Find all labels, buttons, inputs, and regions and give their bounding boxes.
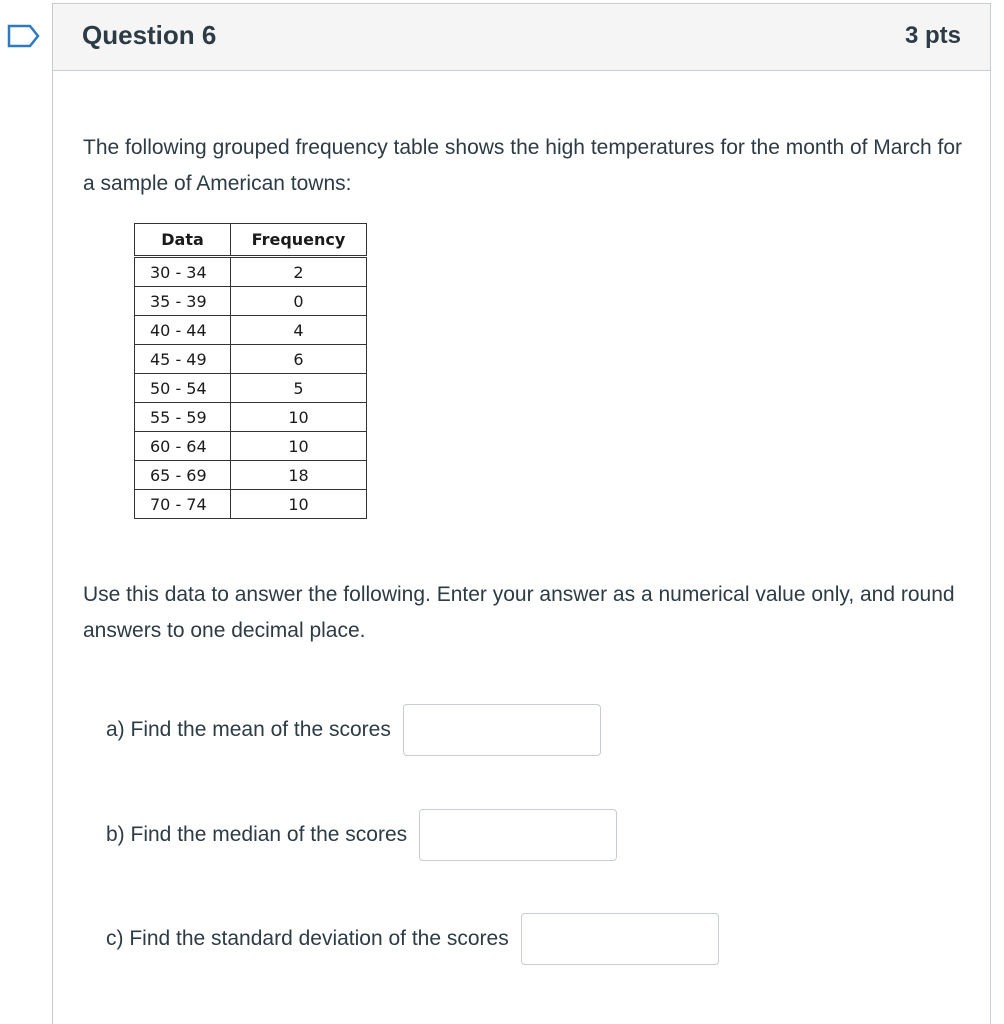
- answer-row-median: [106, 809, 617, 861]
- frequency-table: [134, 223, 367, 519]
- data-cell: 40 - 44: [135, 316, 231, 345]
- answer-label-std-dev: c) Find the standard deviation of the scores: [106, 927, 509, 950]
- question-intro: The following grouped frequency table shows the high temperatures for the month of March for a sample of American towns:: [83, 136, 962, 195]
- data-cell: 60 - 64: [135, 432, 231, 461]
- frequency-cell: 10: [231, 490, 367, 519]
- table-row: [135, 257, 367, 287]
- column-header-data: Data: [135, 224, 231, 257]
- column-header-frequency: Frequency: [231, 224, 367, 257]
- frequency-cell: 5: [231, 374, 367, 403]
- question-points: 3 pts: [904, 22, 961, 49]
- flag-question-icon[interactable]: [7, 24, 41, 48]
- frequency-cell: 4: [231, 316, 367, 345]
- data-cell: 55 - 59: [135, 403, 231, 432]
- question-card: [52, 3, 991, 1024]
- std-dev-input[interactable]: [521, 913, 719, 965]
- table-row: [135, 461, 367, 490]
- table-row: [135, 345, 367, 374]
- table-row: [135, 403, 367, 432]
- frequency-cell: 18: [231, 461, 367, 490]
- frequency-cell: 2: [231, 257, 367, 287]
- answer-label-median: b) Find the median of the scores: [106, 823, 408, 846]
- table-row: [135, 287, 367, 316]
- answer-row-mean: [106, 704, 601, 756]
- frequency-cell: 6: [231, 345, 367, 374]
- answer-row-std-dev: [106, 913, 719, 965]
- data-cell: 65 - 69: [135, 461, 231, 490]
- table-row: [135, 316, 367, 345]
- data-cell: 35 - 39: [135, 287, 231, 316]
- table-row: [135, 490, 367, 519]
- frequency-cell: 10: [231, 403, 367, 432]
- median-input[interactable]: [419, 809, 617, 861]
- question-header: [53, 4, 990, 71]
- data-cell: 30 - 34: [135, 257, 231, 287]
- question-title: Question 6: [82, 20, 217, 50]
- question-instructions: Use this data to answer the following. Enter your answer as a numerical value only, and round answers to one decimal place.: [83, 583, 955, 642]
- data-cell: 50 - 54: [135, 374, 231, 403]
- frequency-cell: 10: [231, 432, 367, 461]
- frequency-cell: 0: [231, 287, 367, 316]
- data-cell: 70 - 74: [135, 490, 231, 519]
- mean-input[interactable]: [403, 704, 601, 756]
- answer-label-mean: a) Find the mean of the scores: [106, 718, 391, 741]
- table-row: [135, 374, 367, 403]
- data-cell: 45 - 49: [135, 345, 231, 374]
- table-header-row: [135, 224, 367, 257]
- table-row: [135, 432, 367, 461]
